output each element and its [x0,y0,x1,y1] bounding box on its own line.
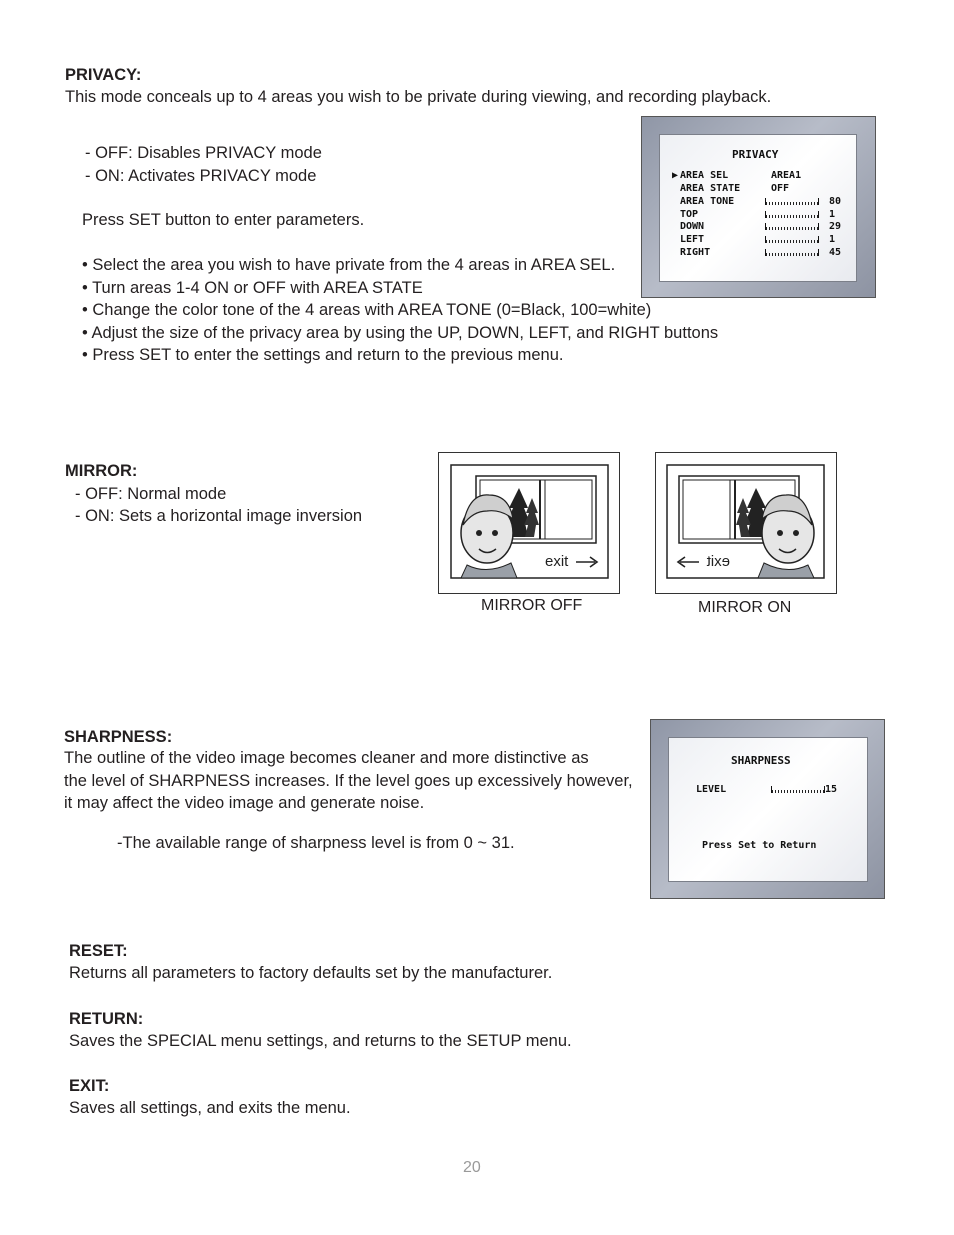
sharpness-heading: SHARPNESS: [64,728,173,746]
sharpness-osd-title: SHARPNESS [731,754,791,767]
osd-level-scale [765,211,819,218]
sharpness-osd-value: 15 [825,784,838,795]
osd-row-label: TOP [680,209,699,220]
mirror-on-illustration [655,452,837,594]
sharpness-range-note: -The available range of sharpness level is from 0 ~ 31. [117,834,515,852]
return-text: Saves the SPECIAL menu settings, and returns to the SETUP menu. [69,1032,572,1050]
mirror-on-option: - ON: Sets a horizontal image inversion [75,507,363,525]
privacy-bullet: • Adjust the size of the privacy area by using the UP, DOWN, LEFT, and RIGHT buttons [82,324,719,342]
osd-row-value: AREA1 [771,170,802,181]
osd-row-value: 1 [829,209,836,220]
osd-level-scale [765,249,819,256]
privacy-bullet: • Change the color tone of the 4 areas with AREA TONE (0=Black, 100=white) [82,301,652,319]
privacy-bullet: • Press SET to enter the settings and return to the previous menu. [82,346,564,364]
osd-level-scale [765,198,819,205]
sharpness-osd-screen [650,719,885,899]
sharpness-osd-panel [668,737,868,882]
privacy-osd-screen [641,116,876,298]
osd-row-label: RIGHT [680,247,711,258]
privacy-bullet: • Turn areas 1-4 ON or OFF with AREA STATE [82,279,423,297]
osd-row-value: 29 [829,221,842,232]
privacy-intro: This mode conceals up to 4 areas you wish to be private during viewing, and recording playback. [65,88,772,106]
sharpness-osd-footer: Press Set to Return [702,840,817,851]
reset-text: Returns all parameters to factory defaults set by the manufacturer. [69,964,553,982]
reset-heading: RESET: [69,942,128,960]
exit-text: Saves all settings, and exits the menu. [69,1099,351,1117]
privacy-osd-title: PRIVACY [732,148,779,161]
osd-row-value: 45 [829,247,842,258]
mirror-on-caption: MIRROR ON [698,599,792,616]
osd-row-value: 1 [829,234,836,245]
osd-row-label: AREA SEL [680,170,729,181]
sharpness-osd-label: LEVEL [696,784,727,795]
osd-level-scale [765,223,819,230]
privacy-off-option: - OFF: Disables PRIVACY mode [85,144,322,162]
sharpness-text-line: the level of SHARPNESS increases. If the level goes up excessively however, [64,772,633,790]
sharpness-text-line: The outline of the video image becomes cleaner and more distinctive as [64,749,589,767]
osd-row-label: AREA TONE [680,196,735,207]
osd-row-label: AREA STATE [680,183,741,194]
privacy-osd-panel [659,134,857,282]
osd-cursor-icon: ▶ [672,170,679,181]
privacy-heading: PRIVACY: [65,66,142,84]
return-heading: RETURN: [69,1010,144,1028]
mirror-off-illustration [438,452,620,594]
mirror-off-option: - OFF: Normal mode [75,485,227,503]
mirror-off-scene [439,453,619,593]
privacy-bullet: • Select the area you wish to have private from the 4 areas in AREA SEL. [82,256,616,274]
page-number: 20 [463,1159,481,1176]
osd-row-value: 80 [829,196,842,207]
mirror-off-caption: MIRROR OFF [481,597,583,614]
osd-row-value: OFF [771,183,790,194]
osd-row-label: DOWN [680,221,705,232]
privacy-press-set: Press SET button to enter parameters. [82,211,365,229]
exit-heading: EXIT: [69,1077,110,1095]
osd-row-label: LEFT [680,234,705,245]
privacy-on-option: - ON: Activates PRIVACY mode [85,167,317,185]
osd-level-scale [765,236,819,243]
sharpness-level-scale [771,786,825,793]
mirror-heading: MIRROR: [65,462,138,480]
mirror-on-scene [656,453,836,593]
mirror-off-sign-text: exit [545,553,569,570]
mirror-on-sign-text: exit [706,553,730,570]
sharpness-text-line: it may affect the video image and generate noise. [64,794,425,812]
